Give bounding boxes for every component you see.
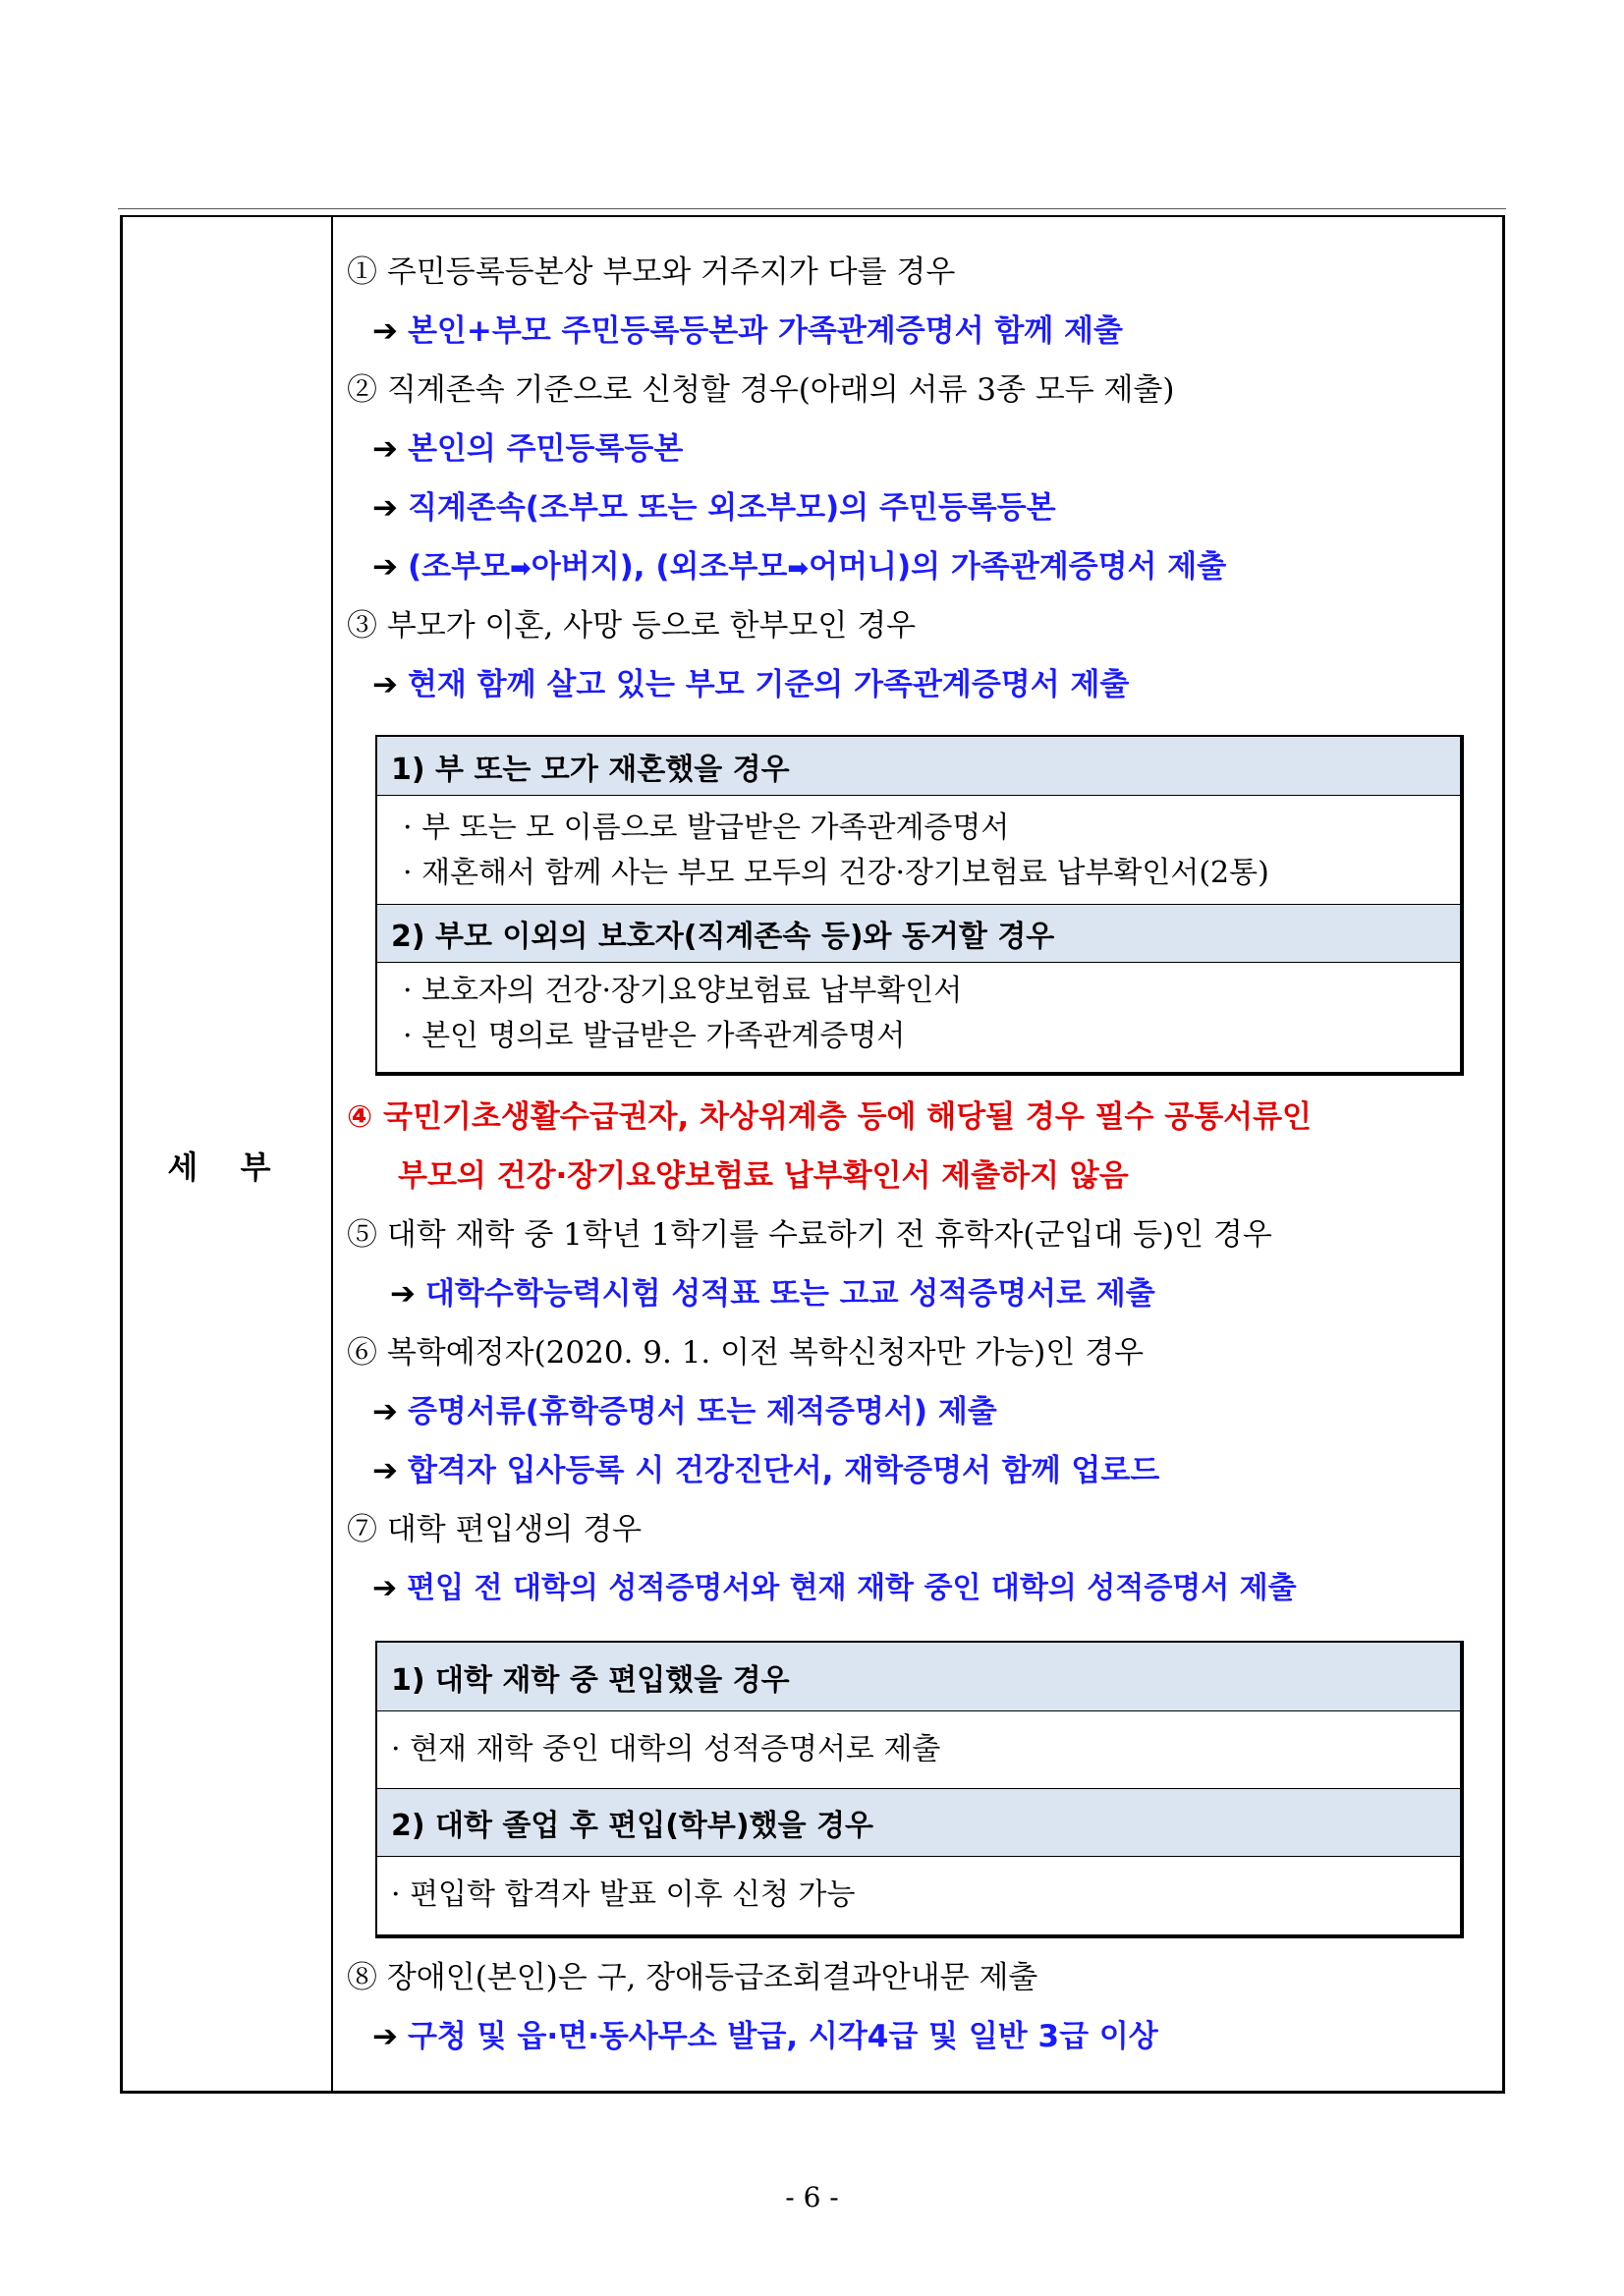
- single-parent-case-box: [375, 735, 1464, 1076]
- page-number: - 6 -: [785, 2181, 839, 2213]
- top-rule: [118, 208, 1506, 209]
- detail-table: [120, 215, 1505, 2094]
- item-7: ⑦ 대학 편입생의 경우: [347, 1512, 643, 1547]
- arrow-right-icon: ➔: [372, 1453, 398, 1488]
- item-2-sub-a: ➔ 본인의 주민등록등본: [372, 431, 684, 467]
- item-4-line-1: ④ 국민기초생활수급권자, 차상위계층 등에 해당될 경우 필수 공통서류인: [347, 1099, 1313, 1135]
- item-1-sub: ➔ 본인+부모 주민등록등본과 가족관계증명서 함께 제출: [372, 313, 1123, 349]
- box-bullet: · 본인 명의로 발급받은 가족관계증명서: [403, 1019, 906, 1053]
- item-5: ⑤ 대학 재학 중 1학년 1학기를 수료하기 전 휴학자(군입대 등)인 경우: [347, 1217, 1272, 1253]
- arrow-right-icon: ➔: [372, 490, 398, 526]
- item-2-sub-c: ➔ (조부모➡아버지), (외조부모➡어머니)의 가족관계증명서 제출: [372, 549, 1227, 585]
- box-bullet: · 보호자의 건강·장기요양보험료 납부확인서: [403, 974, 963, 1008]
- arrow-right-icon: ➔: [372, 2019, 398, 2054]
- arrow-right-icon: ➔: [372, 1394, 398, 1429]
- box-bullet: · 부 또는 모 이름으로 발급받은 가족관계증명서: [403, 811, 1010, 845]
- box-body: [377, 1857, 1460, 1933]
- section-label: 세 부: [167, 1148, 287, 1186]
- item-3: ③ 부모가 이혼, 사망 등으로 한부모인 경우: [347, 608, 917, 644]
- item-8-sub: ➔ 구청 및 읍·면·동사무소 발급, 시각4급 및 일반 3급 이상: [372, 2019, 1158, 2054]
- transfer-student-box: [375, 1641, 1464, 1938]
- arrow-right-icon: ➔: [372, 549, 398, 585]
- arrow-right-icon: ➔: [372, 313, 398, 349]
- item-1: ① 주민등록등본상 부모와 거주지가 다를 경우: [347, 254, 956, 290]
- arrow-right-icon: ➔: [372, 1571, 398, 1605]
- box-body: [377, 963, 1460, 1059]
- item-3-sub: ➔ 현재 함께 살고 있는 부모 기준의 가족관계증명서 제출: [372, 667, 1130, 702]
- box-heading: 2) 대학 졸업 후 편입(학부)했을 경우: [377, 1788, 1460, 1857]
- label-column: [123, 217, 333, 2091]
- item-7-sub: ➔ 편입 전 대학의 성적증명서와 현재 재학 중인 대학의 성적증명서 제출: [372, 1571, 1297, 1605]
- arrow-right-icon: ➔: [372, 431, 398, 467]
- box-bullet: · 현재 재학 중인 대학의 성적증명서로 제출: [391, 1732, 941, 1766]
- item-2-sub-b: ➔ 직계존속(조부모 또는 외조부모)의 주민등록등본: [372, 490, 1056, 526]
- box-heading: 1) 부 또는 모가 재혼했을 경우: [377, 737, 1460, 796]
- box-heading: 2) 부모 이외의 보호자(직계존속 등)와 동거할 경우: [377, 904, 1460, 963]
- item-6: ⑥ 복학예정자(2020. 9. 1. 이전 복학신청자만 가능)인 경우: [347, 1335, 1145, 1371]
- item-8: ⑧ 장애인(본인)은 구, 장애등급조회결과안내문 제출: [347, 1960, 1038, 1995]
- small-arrow-icon: ➡: [510, 554, 532, 584]
- small-arrow-icon: ➡: [787, 554, 810, 584]
- item-6-sub-a: ➔ 증명서류(휴학증명서 또는 제적증명서) 제출: [372, 1394, 997, 1429]
- box-bullet: · 편입학 합격자 발표 이후 신청 가능: [391, 1877, 856, 1912]
- item-5-sub: ➔ 대학수학능력시험 성적표 또는 고교 성적증명서로 제출: [390, 1276, 1155, 1312]
- box-bullet: · 재혼해서 함께 사는 부모 모두의 건강·장기보험료 납부확인서(2통): [403, 856, 1269, 890]
- item-2: ② 직계존속 기준으로 신청할 경우(아래의 서류 3종 모두 제출): [347, 372, 1175, 408]
- arrow-right-icon: ➔: [372, 667, 398, 702]
- box-body: [377, 796, 1460, 904]
- content-column: [333, 217, 1502, 2091]
- box-body: [377, 1711, 1460, 1788]
- item-4-line-2: 부모의 건강·장기요양보험료 납부확인서 제출하지 않음: [398, 1158, 1129, 1194]
- box-heading: 1) 대학 재학 중 편입했을 경우: [377, 1643, 1460, 1711]
- item-6-sub-b: ➔ 합격자 입사등록 시 건강진단서, 재학증명서 함께 업로드: [372, 1453, 1160, 1488]
- arrow-right-icon: ➔: [390, 1276, 416, 1312]
